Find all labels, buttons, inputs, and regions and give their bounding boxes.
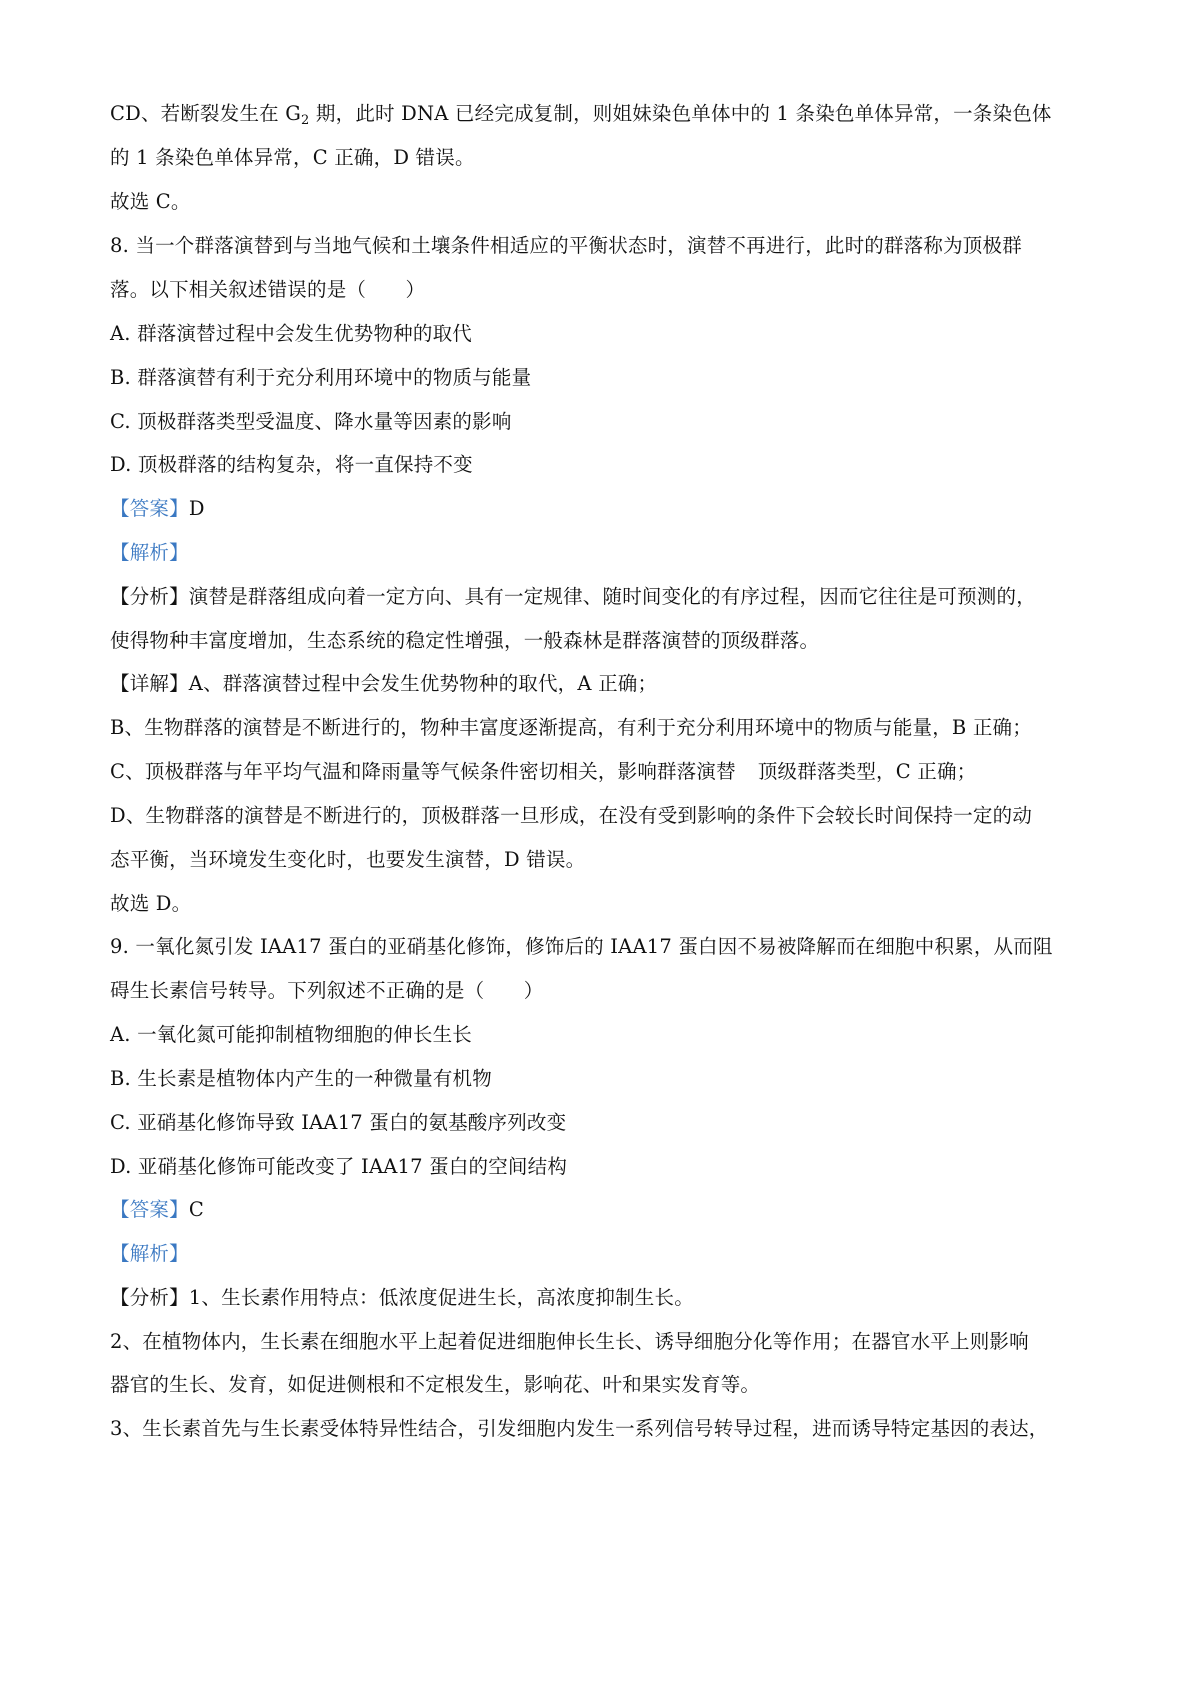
prev-line1-text-a: CD、若断裂发生在 G (110, 102, 302, 125)
q9-stem-line-2: 碍生长素信号转导。下列叙述不正确的是（ ） (110, 979, 544, 1002)
q9-answer-value: C (188, 1198, 204, 1221)
q8-option-a: A. 群落演替过程中会发生优势物种的取代 (110, 322, 472, 345)
q9-answer (110, 1195, 1100, 1225)
q9-analysis-line-1: 【分析】1、生长素作用特点：低浓度促进生长，高浓度抑制生长。 (110, 1286, 694, 1309)
q8-answer (110, 494, 1100, 524)
prev-explanation-line-2: 的 1 条染色单体异常，C 正确，D 错误。 (110, 146, 475, 169)
q8-detail-line-1: 【详解】A、群落演替过程中会发生优势物种的取代，A 正确； (110, 672, 658, 695)
q8-analysis-line-1: 【分析】演替是群落组成向着一定方向、具有一定规律、随时间变化的有序过程，因而它往往是可预测的， (110, 585, 1036, 608)
q9-option-d: D. 亚硝基化修饰可能改变了 IAA17 蛋白的空间结构 (110, 1155, 568, 1178)
q9-stem-line-1: 9. 一氧化氮引发 IAA17 蛋白的亚硝基化修饰，修饰后的 IAA17 蛋白因不易被降解而在细胞中积累，从而阻 (110, 935, 1053, 958)
q9-analysis-line-3: 器官的生长、发育，如促进侧根和不定根发生，影响花、叶和果实发育等。 (110, 1373, 761, 1396)
prev-line1-text-b: 期，此时 DNA 已经完成复制，则姐妹染色单体中的 1 条染色单体异常，一条染色体 (309, 102, 1052, 125)
q8-analysis-line-2: 使得物种丰富度增加，生态系统的稳定性增强，一般森林是群落演替的顶级群落。 (110, 629, 820, 652)
q8-detail-line-3-part-b: 顶级群落类型，C 正确； (757, 760, 977, 783)
prev-explanation-line-1 (110, 99, 1100, 129)
q9-option-c: C. 亚硝基化修饰导致 IAA17 蛋白的氨基酸序列改变 (110, 1111, 567, 1134)
q8-detail-line-3 (110, 757, 1100, 787)
q8-detail-line-3-part-a: C、顶极群落与年平均气温和降雨量等气候条件密切相关，影响群落演替 (110, 760, 736, 783)
q9-option-a: A. 一氧化氮可能抑制植物细胞的伸长生长 (110, 1023, 472, 1046)
q8-stem-line-2: 落。以下相关叙述错误的是（ ） (110, 278, 426, 301)
q9-analysis-tag: 【解析】 (110, 1242, 189, 1265)
q8-answer-value: D (188, 497, 205, 520)
subscript-2: 2 (301, 113, 310, 128)
q8-stem-line-1: 8. 当一个群落演替到与当地气候和土壤条件相适应的平衡状态时，演替不再进行，此时的群落称为顶极群 (110, 234, 1022, 257)
q8-option-b: B. 群落演替有利于充分利用环境中的物质与能量 (110, 366, 532, 389)
q8-option-c: C. 顶极群落类型受温度、降水量等因素的影响 (110, 410, 512, 433)
q9-option-b: B. 生长素是植物体内产生的一种微量有机物 (110, 1067, 492, 1090)
q8-option-d: D. 顶极群落的结构复杂，将一直保持不变 (110, 453, 473, 476)
prev-conclusion: 故选 C。 (110, 190, 191, 213)
q8-detail-line-4: D、生物群落的演替是不断进行的，顶极群落一旦形成，在没有受到影响的条件下会较长时间保持一定的动 (110, 804, 1033, 827)
q9-analysis-heading (110, 1239, 1100, 1269)
q8-analysis-heading (110, 538, 1100, 568)
q8-answer-tag: 【答案】 (110, 497, 189, 520)
q8-conclusion: 故选 D。 (110, 892, 192, 915)
q9-analysis-line-2: 2、在植物体内，生长素在细胞水平上起着促进细胞伸长生长、诱导细胞分化等作用；在器官水平上则影响 (110, 1330, 1029, 1353)
q8-detail-line-2: B、生物群落的演替是不断进行的，物种丰富度逐渐提高，有利于充分利用环境中的物质与能量，B 正确； (110, 716, 1032, 739)
q9-answer-tag: 【答案】 (110, 1198, 189, 1221)
q9-analysis-line-4: 3、生长素首先与生长素受体特异性结合，引发细胞内发生一系列信号转导过程，进而诱导特定基因的表达， (110, 1417, 1049, 1440)
q8-analysis-tag: 【解析】 (110, 541, 189, 564)
q8-detail-line-5: 态平衡，当环境发生变化时，也要发生演替，D 错误。 (110, 848, 586, 871)
